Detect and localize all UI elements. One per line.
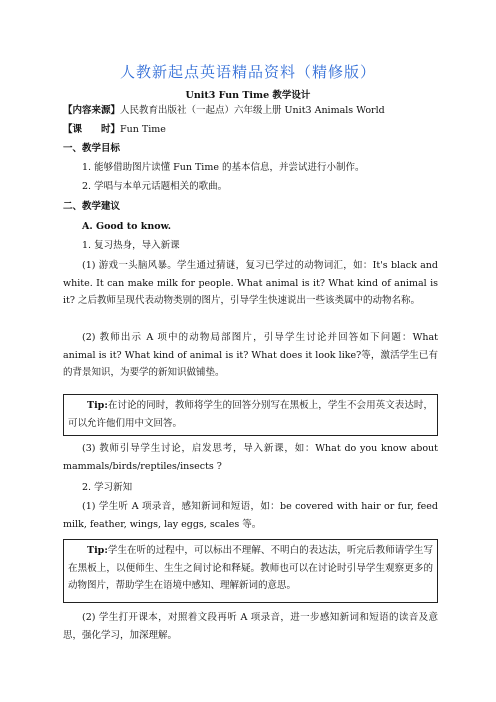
lesson-period-label: 【课 时】 <box>63 124 121 135</box>
content-source-label: 【内容来源】 <box>63 105 121 116</box>
tip-1-text-block <box>68 397 433 432</box>
tip-1-text: 在讨论的同时，教师将学生的回答分别写在黑板上，学生不会用英文表达时，可以允许他们用中文回答。 <box>68 400 433 429</box>
document-title: Unit3 Fun Time 教学设计 <box>185 90 311 101</box>
paragraph-5: (2) 学生打开课本，对照着文段再听 A 项录音，进一步感知新词和短语的读音及意思，强化学习，加深理解。 <box>63 612 438 641</box>
content-source-line <box>63 102 438 119</box>
paragraph-4: (1) 学生听 A 项录音，感知新词和短语，如：be covered with hair or fur, feed milk, feather, wings, lay eggs, scales 等。 <box>63 501 438 530</box>
tip-2-label: Tip: <box>87 545 108 556</box>
brand-header: 人教新起点英语精品资料（精修版） <box>119 63 376 81</box>
tip-1-label: Tip: <box>87 400 108 411</box>
step-2-heading: 2. 学习新知 <box>82 482 133 493</box>
goal-item-2: 2. 学唱与本单元话题相关的歌曲。 <box>82 181 228 192</box>
paragraph-1: (1) 游戏一头脑风暴。学生通过猜谜，复习已学过的动物词汇，如：It's black and white. It can make milk for people. What animal is it? What kind of animal is it? 之后教师呈现代表动物类别的图片，引导学生快速说出一些该类属中的动物名称。 <box>63 260 438 306</box>
step-1-heading: 1. 复习热身，导入新课 <box>82 240 180 251</box>
tip-box-2 <box>63 539 438 603</box>
goal-item-1: 1. 能够借助图片读懂 Fun Time 的基本信息，并尝试进行小制作。 <box>82 162 365 173</box>
paragraph-3: (3) 教师引导学生讨论，启发思考，导入新课，如：What do you know about mammals/birds/reptiles/insects ? <box>63 443 438 472</box>
content-source-value: 人民教育出版社（一起点）六年级上册 Unit3 Animals World <box>120 105 385 116</box>
tip-2-text: 学生在听的过程中，可以标出不理解、不明白的表达法，听完后教师请学生写在黑板上，以便师生、生生之间讨论和释疑。教师也可以在讨论时引导学生观察更多的动物图片，帮助学生在语境中感知、理解新词的意思。 <box>68 545 433 591</box>
section-heading-goals: 一、教学目标 <box>63 143 121 154</box>
tip-2-text-block <box>68 542 433 595</box>
lesson-period-line <box>63 121 438 138</box>
paragraph-2: (2) 教师出示 A 项中的动物局部图片，引导学生讨论并回答如下问题：What animal is it? What kind of animal is it? What does it look like?等，激活学生已有的背景知识，为要学的新知识做铺垫。 <box>63 332 438 378</box>
subsection-heading-a: A. Good to know. <box>82 221 172 232</box>
tip-box-1 <box>63 394 438 436</box>
lesson-period-value: Fun Time <box>120 124 166 135</box>
section-heading-suggestions: 二、教学建议 <box>63 201 121 212</box>
